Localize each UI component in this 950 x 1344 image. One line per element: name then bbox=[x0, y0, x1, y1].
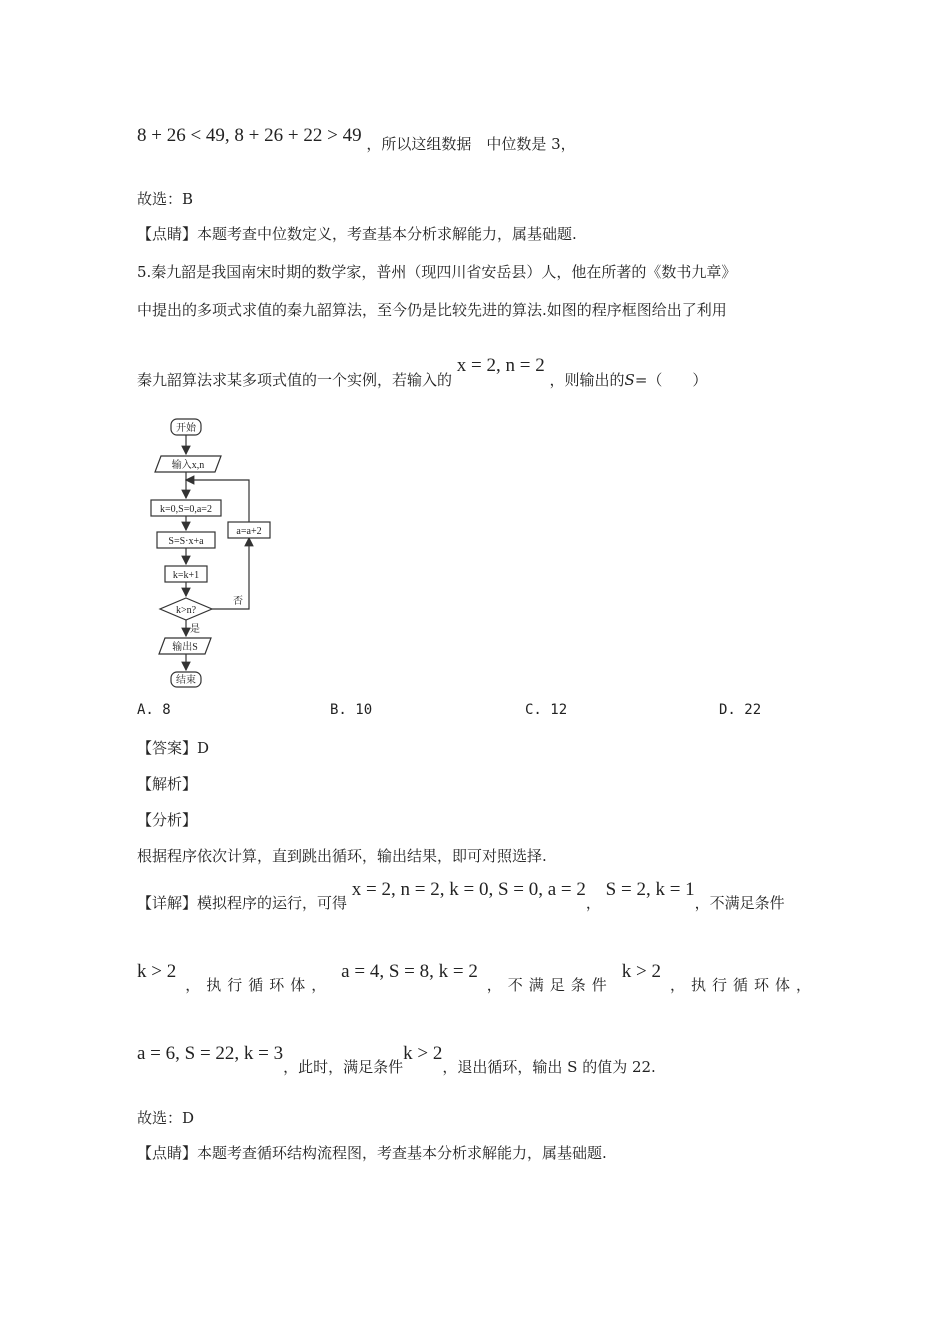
choice-a: A. 8 bbox=[137, 702, 171, 718]
output-label: 输出S bbox=[172, 642, 198, 653]
q5-answer-blank: =（ ） bbox=[634, 371, 708, 389]
update-k-label: k=k+1 bbox=[172, 570, 200, 581]
prev-answer-line bbox=[137, 125, 576, 153]
detail-comma: ， bbox=[585, 894, 601, 912]
detail-not-satisfied: ，不满足条件 bbox=[694, 894, 785, 912]
detail-exec-1: ，执行循环体， bbox=[185, 976, 333, 994]
init-label: k=0,S=0,a=2 bbox=[160, 504, 212, 515]
detail-line-2 bbox=[137, 961, 817, 994]
detail-intro: 【详解】模拟程序的运行，可得 bbox=[137, 894, 348, 912]
prev-inequality: 8 + 26 < 49, 8 + 26 + 22 > 49 bbox=[137, 125, 362, 146]
detail-satisfied: ，此时，满足条件 bbox=[283, 1058, 404, 1076]
detail-not-satisfied-2: ，不满足条件 bbox=[486, 976, 613, 994]
final-choice-line: 故选：D bbox=[137, 1109, 195, 1127]
choice-d: D. 22 bbox=[719, 702, 762, 718]
q5-input-values: x = 2, n = 2 bbox=[456, 355, 545, 376]
detail-second-iteration: a = 4, S = 8, k = 2 bbox=[341, 961, 478, 982]
program-flowchart bbox=[145, 414, 285, 694]
fenxi-heading: 【分析】 bbox=[137, 811, 198, 829]
detail-exit: ，退出循环，输出 S 的值为 22. bbox=[442, 1058, 656, 1076]
final-comment-line: 【点睛】本题考查循环结构流程图，考查基本分析求解能力，属基础题. bbox=[137, 1144, 607, 1162]
fenxi-text: 根据程序依次计算，直到跳出循环，输出结果，即可对照选择. bbox=[137, 847, 547, 865]
detail-third-iteration: a = 6, S = 22, k = 3 bbox=[137, 1043, 284, 1064]
no-branch-label: 否 bbox=[233, 596, 243, 607]
detail-initial-values: x = 2, n = 2, k = 0, S = 0, a = 2 bbox=[351, 879, 586, 900]
update-s-label: S=S·x+a bbox=[168, 536, 204, 547]
q5-stem-line-3 bbox=[137, 355, 708, 389]
detail-exec-2: ，执行循环体， bbox=[669, 976, 817, 994]
q5-stem-line-1: 5.秦九韶是我国南宋时期的数学家，普州（现四川省安岳县）人，他在所著的《数书九章》 bbox=[137, 263, 737, 281]
answer-line: 【答案】D bbox=[137, 739, 210, 757]
q5-output-symbol: S bbox=[624, 371, 635, 389]
prev-comment-line: 【点睛】本题考查中位数定义，考查基本分析求解能力，属基础题. bbox=[137, 225, 577, 243]
input-label: 输入x,n bbox=[171, 460, 205, 471]
choice-c: C. 12 bbox=[525, 702, 568, 718]
detail-first-iteration: S = 2, k = 1 bbox=[605, 879, 695, 900]
detail-line-1 bbox=[137, 879, 817, 912]
start-label: 开始 bbox=[176, 423, 196, 434]
q5-stem-line-2: 中提出的多项式求值的秦九韶算法，至今仍是比较先进的算法.如图的程序框图给出了利用 bbox=[137, 301, 727, 319]
condition-label: k>n? bbox=[175, 605, 197, 616]
detail-cond-2: k > 2 bbox=[621, 961, 661, 982]
q5-stem-text-a: 秦九韶算法求某多项式值的一个实例，若输入的 bbox=[137, 371, 453, 389]
end-label: 结束 bbox=[176, 675, 196, 686]
prev-conclusion-text: ，所以这组数据 中位数是 3， bbox=[366, 135, 576, 153]
detail-cond-1: k > 2 bbox=[137, 961, 177, 982]
detail-line-3 bbox=[137, 1043, 656, 1076]
choice-b: B. 10 bbox=[330, 702, 373, 718]
prev-choice-line: 故选：B bbox=[137, 190, 194, 208]
q5-stem-text-b: ，则输出的 bbox=[549, 371, 625, 389]
update-a-label: a=a+2 bbox=[236, 526, 262, 537]
detail-cond-3: k > 2 bbox=[403, 1043, 443, 1064]
analysis-heading: 【解析】 bbox=[137, 775, 198, 793]
yes-branch-label: 是 bbox=[190, 624, 200, 635]
